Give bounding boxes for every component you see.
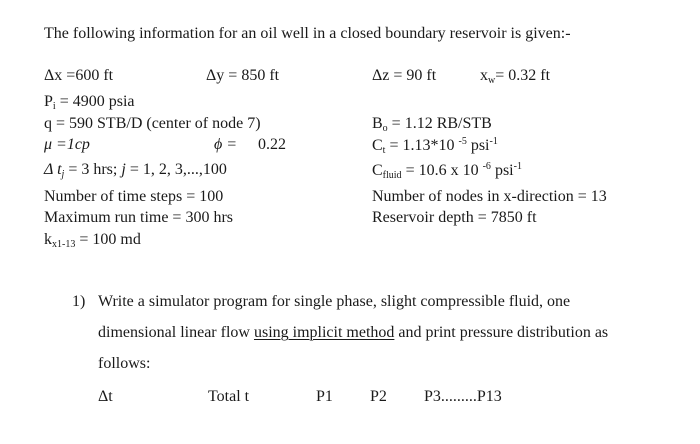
xw-subscript: w: [488, 75, 496, 86]
ct-symbol: C: [372, 137, 383, 154]
nodes-item: Number of nodes in x-direction = 13: [372, 188, 607, 205]
pi-subscript: i: [52, 101, 56, 112]
cfluid-value: = 10.6 x 10: [401, 162, 483, 179]
cfluid-symbol: C: [372, 162, 383, 179]
ct-exponent: -5: [458, 136, 467, 147]
dt-symbol: Δ t: [44, 161, 62, 178]
pi-symbol: P: [44, 93, 53, 110]
dz-item: [372, 68, 436, 84]
column-total-t: Total t: [208, 388, 250, 405]
question-line-1: Write a simulator program for single phase, slight compressible fluid, one: [98, 293, 571, 310]
k-subscript: x1-13: [52, 239, 76, 250]
xw-value: = 0.32 ft: [495, 67, 551, 84]
mu-item: μ =1cp: [44, 136, 90, 153]
phi-value: 0.22: [258, 136, 286, 153]
bo-subscript: o: [382, 123, 388, 134]
dt-range: = 1, 2, 3,...,100: [125, 161, 227, 178]
dy-symbol: Δy: [206, 67, 225, 84]
pi-value: = 4900 psia: [55, 93, 135, 110]
question-line-2-pre: dimensional linear flow: [98, 324, 254, 341]
time-steps-item: Number of time steps = 100: [44, 188, 224, 205]
k-value: = 100 md: [75, 231, 141, 248]
intro-text: The following information for an oil well in a closed boundary reservoir is given:-: [44, 25, 571, 42]
dx-symbol: Δx: [44, 67, 63, 84]
cfluid-item: [372, 162, 522, 181]
ct-item: [372, 137, 498, 156]
question-line-3: follows:: [98, 355, 151, 372]
dx-value: =600 ft: [66, 67, 114, 84]
question-underlined-phrase: using implicit method: [253, 324, 395, 341]
ct-unit-exponent: -1: [489, 136, 498, 147]
ct-subscript: t: [382, 145, 386, 156]
phi-item: [214, 137, 237, 153]
question-line-2: [98, 325, 608, 341]
ct-unit: psi: [466, 137, 490, 154]
dz-symbol: Δz: [372, 67, 390, 84]
bo-value: = 1.12 RB/STB: [387, 115, 492, 132]
phi-symbol: ϕ =: [214, 136, 238, 153]
cfluid-unit-exponent: -1: [513, 161, 522, 172]
column-p2: P2: [370, 388, 387, 405]
max-run-item: Maximum run time = 300 hrs: [44, 209, 234, 226]
k-symbol: k: [44, 231, 52, 248]
dy-value: = 850 ft: [228, 67, 280, 84]
bo-item: [372, 116, 492, 134]
cfluid-subscript: fluid: [382, 170, 402, 181]
cfluid-unit: psi: [490, 162, 514, 179]
xw-item: [480, 68, 550, 86]
xw-symbol: x: [480, 67, 488, 84]
k-item: [44, 232, 141, 250]
dt-j: j: [121, 161, 126, 178]
dz-value: = 90 ft: [393, 67, 437, 84]
dt-item: [44, 162, 227, 180]
dy-item: [206, 68, 279, 84]
dt-value: = 3 hrs;: [64, 161, 122, 178]
column-p3-p13: P3.........P13: [424, 388, 502, 405]
dx-item: [44, 68, 113, 84]
column-p1: P1: [316, 388, 333, 405]
q-item: q = 590 STB/D (center of node 7): [44, 115, 261, 132]
question-line-2-post: and print pressure distribution as: [394, 324, 609, 341]
cfluid-exponent: -6: [482, 161, 491, 172]
column-dt: Δt: [98, 388, 113, 405]
pi-item: [44, 94, 134, 112]
depth-item: Reservoir depth = 7850 ft: [372, 209, 537, 226]
ct-value: = 1.13*10: [385, 137, 459, 154]
bo-symbol: B: [372, 115, 383, 132]
question-number: 1): [72, 293, 86, 310]
dt-subscript: j: [61, 169, 65, 180]
